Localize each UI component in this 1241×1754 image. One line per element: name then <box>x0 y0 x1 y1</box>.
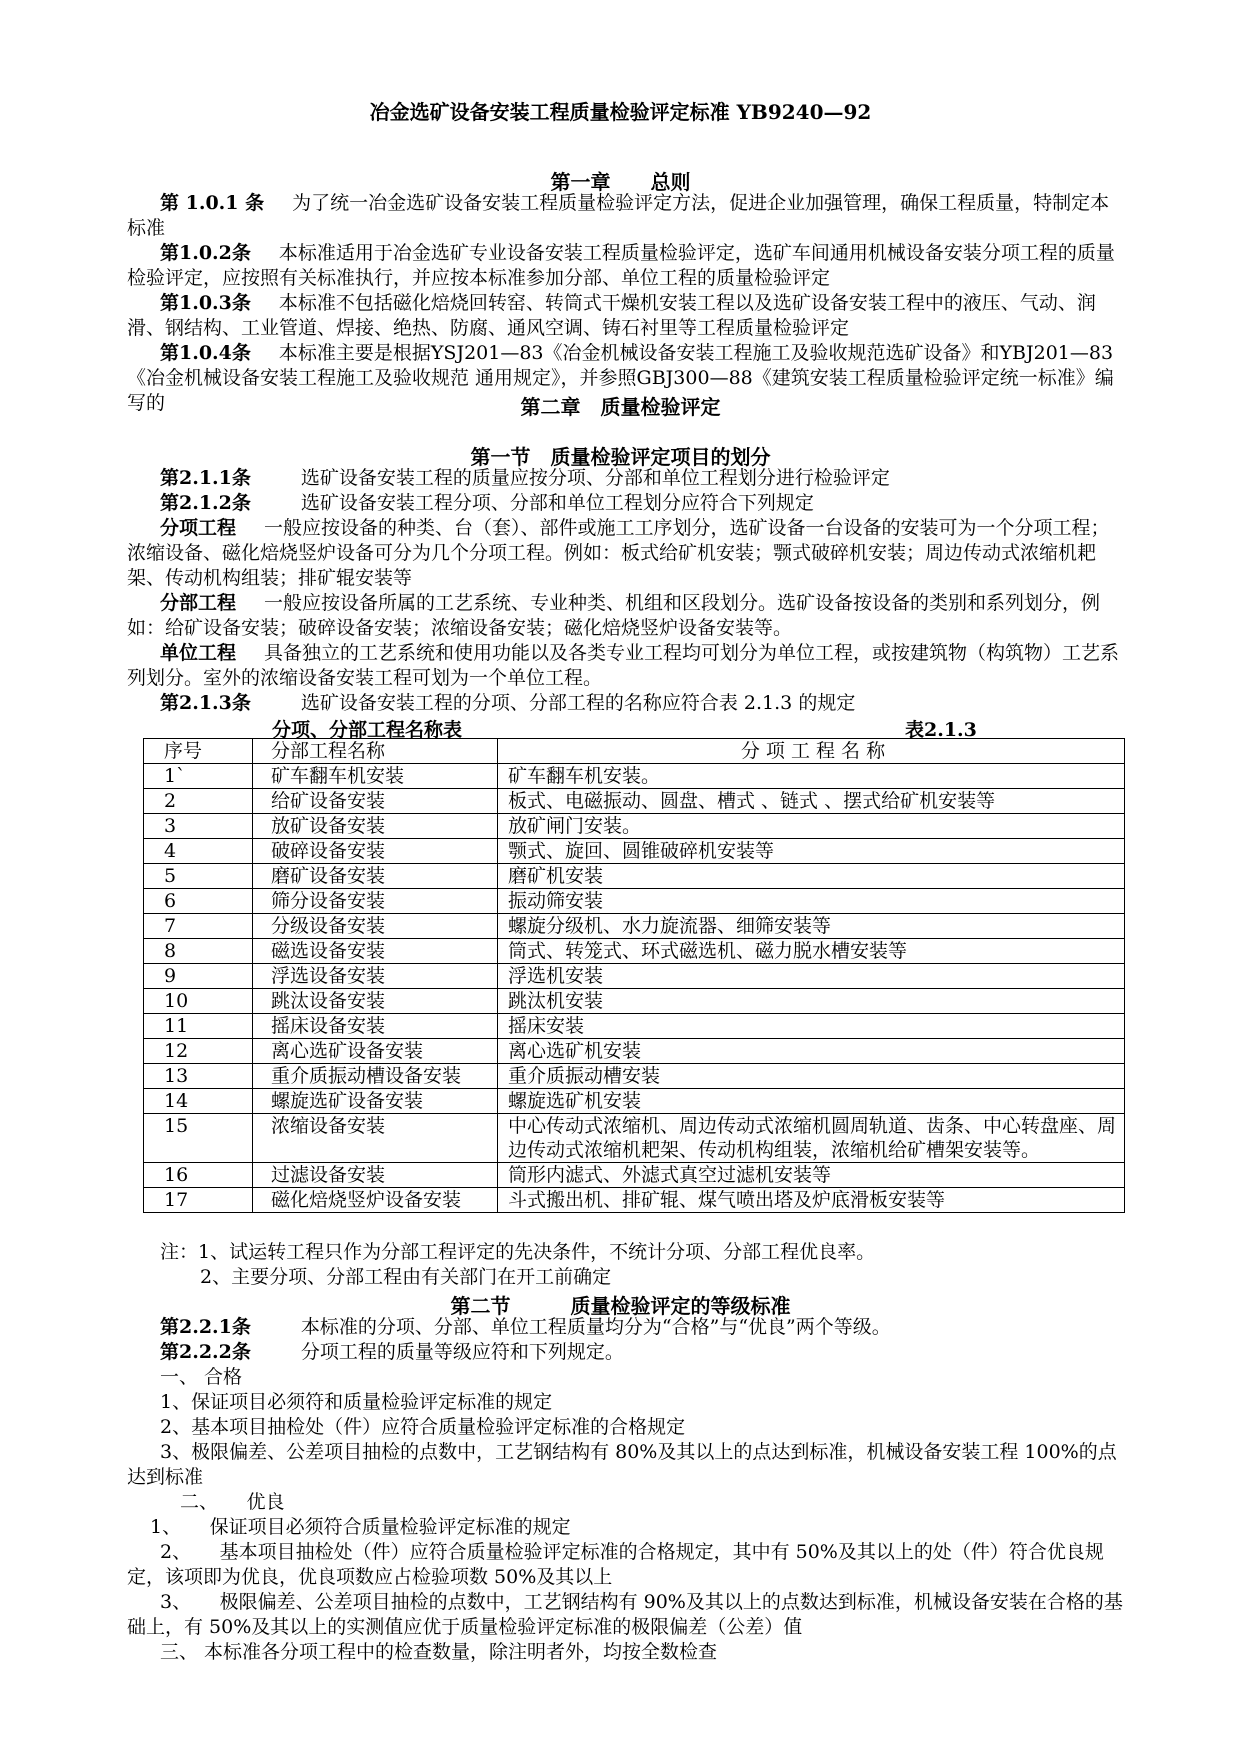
clause-text: 本标准不包括磁化焙烧回转窑、转筒式干燥机安装工程以及选矿设备安装工程中的液压、气动、润滑、钢结构、工业管道、焊接、绝热、防腐、通风空调、铸石衬里等工程质量检验评定 <box>127 292 1096 339</box>
row-number: 3 <box>144 814 253 839</box>
clause-1-0-1 <box>127 191 1127 241</box>
grade-youliang-heading: 二、 优良 <box>180 1491 285 1513</box>
table-row <box>144 789 1125 814</box>
grade-youliang-2: 2、 基本项目抽检处（件）应符合质量检验评定标准的合格规定，其中有 50%及其以上的处（件）符合优良规定，该项即为优良，优良项数应占检验项数 50%及其以上 <box>127 1541 1104 1588</box>
chapter-2-heading: 第二章 质量检验评定 <box>520 395 721 419</box>
division-name: 筛分设备安装 <box>253 889 498 914</box>
row-number: 17 <box>144 1188 253 1213</box>
term-text: 具备独立的工艺系统和使用功能以及各类专业工程均可划分为单位工程，或按建筑物（构筑物）工艺系列划分。室外的浓缩设备安装工程可划为一个单位工程。 <box>127 642 1120 689</box>
subitem-name: 放矿闸门安装。 <box>498 814 1125 839</box>
section-1-heading: 第一节 质量检验评定项目的划分 <box>470 445 771 469</box>
table-caption: 分项、分部工程名称表 <box>272 719 463 741</box>
row-number: 7 <box>144 914 253 939</box>
row-number: 6 <box>144 889 253 914</box>
division-name: 过滤设备安装 <box>253 1163 498 1188</box>
table-note-2: 2、主要分项、分部工程由有关部门在开工前确定 <box>200 1266 612 1288</box>
division-name: 螺旋选矿设备安装 <box>253 1089 498 1114</box>
subitem-name: 斗式搬出机、排矿辊、煤气喷出塔及炉底滑板安装等 <box>498 1188 1125 1213</box>
term-text: 一般应按设备所属的工艺系统、专业种类、机组和区段划分。选矿设备按设备的类别和系列划分，例如：给矿设备安装；破碎设备安装；浓缩设备安装；磁化焙烧竖炉设备安装等。 <box>127 592 1101 639</box>
row-number: 5 <box>144 864 253 889</box>
clause-label: 第1.0.4条 <box>160 342 251 364</box>
row-number: 4 <box>144 839 253 864</box>
division-name: 摇床设备安装 <box>253 1014 498 1039</box>
table-row <box>144 814 1125 839</box>
subitem-name: 浮选机安装 <box>498 964 1125 989</box>
row-number: 15 <box>144 1114 253 1163</box>
grade-san: 三、 本标准各分项工程中的检查数量，除注明者外，均按全数检查 <box>160 1641 718 1663</box>
grade-hege-2: 2、基本项目抽检处（件）应符合质量检验评定标准的合格规定 <box>160 1416 686 1438</box>
term-label: 分项工程 <box>160 517 237 539</box>
subitem-name: 螺旋选矿机安装 <box>498 1089 1125 1114</box>
row-number: 13 <box>144 1064 253 1089</box>
subitem-name: 振动筛安装 <box>498 889 1125 914</box>
term-fenbu <box>127 591 1127 641</box>
subitem-name: 中心传动式浓缩机、周边传动式浓缩机圆周轨道、齿条、中心转盘座、周边传动式浓缩机耙架、传动机构组装，浓缩机给矿槽架安装等。 <box>498 1114 1125 1163</box>
chapter-1-heading: 第一章 总则 <box>550 170 691 194</box>
table-row <box>144 1089 1125 1114</box>
clause-label: 第1.0.2条 <box>160 242 251 264</box>
grade-hege-3: 3、极限偏差、公差项目抽检的点数中，工艺钢结构有 80%及其以上的点达到标准，机械设备安装工程 100%的点达到标准 <box>127 1441 1117 1488</box>
row-number: 1` <box>144 764 253 789</box>
division-name: 浓缩设备安装 <box>253 1114 498 1163</box>
division-name: 离心选矿设备安装 <box>253 1039 498 1064</box>
table-row <box>144 964 1125 989</box>
term-label: 单位工程 <box>160 642 237 664</box>
row-number: 10 <box>144 989 253 1014</box>
division-name: 跳汰设备安装 <box>253 989 498 1014</box>
clause-2-1-1 <box>127 466 1127 491</box>
division-name: 磨矿设备安装 <box>253 864 498 889</box>
clause-label: 第2.2.2条 <box>160 1341 251 1363</box>
subitem-name: 重介质振动槽安装 <box>498 1064 1125 1089</box>
table-row <box>144 1163 1125 1188</box>
subitem-name: 筒形内滤式、外滤式真空过滤机安装等 <box>498 1163 1125 1188</box>
subitem-name: 矿车翻车机安装。 <box>498 764 1125 789</box>
division-name: 破碎设备安装 <box>253 839 498 864</box>
table-row <box>144 864 1125 889</box>
table-row <box>144 989 1125 1014</box>
division-name: 给矿设备安装 <box>253 789 498 814</box>
division-name: 重介质振动槽设备安装 <box>253 1064 498 1089</box>
division-name: 浮选设备安装 <box>253 964 498 989</box>
row-number: 8 <box>144 939 253 964</box>
clause-text: 分项工程的质量等级应符和下列规定。 <box>300 1341 624 1363</box>
term-danwei <box>127 641 1127 691</box>
clause-2-2-1 <box>127 1315 1127 1340</box>
subitem-name: 跳汰机安装 <box>498 989 1125 1014</box>
clause-text: 本标准适用于冶金选矿专业设备安装工程质量检验评定，选矿车间通用机械设备安装分项工程的质量检验评定，应按照有关标准执行，并应按本标准参加分部、单位工程的质量检验评定 <box>127 242 1115 289</box>
table-row <box>144 939 1125 964</box>
division-name: 磁选设备安装 <box>253 939 498 964</box>
clause-label: 第2.2.1条 <box>160 1316 251 1338</box>
clause-text: 选矿设备安装工程分项、分部和单位工程划分应符合下列规定 <box>300 492 814 514</box>
clause-label: 第1.0.3条 <box>160 292 251 314</box>
clause-1-0-3 <box>127 291 1127 341</box>
table-header-row <box>144 739 1125 764</box>
division-name: 放矿设备安装 <box>253 814 498 839</box>
division-name: 矿车翻车机安装 <box>253 764 498 789</box>
clause-text: 选矿设备安装工程的分项、分部工程的名称应符合表 2.1.3 的规定 <box>300 692 856 714</box>
term-fenxiang <box>127 516 1127 591</box>
subitem-name: 颚式、旋回、圆锥破碎机安装等 <box>498 839 1125 864</box>
clause-text: 本标准的分项、分部、单位工程质量均分为“合格”与“优良”两个等级。 <box>300 1316 891 1338</box>
row-number: 14 <box>144 1089 253 1114</box>
subitem-name: 离心选矿机安装 <box>498 1039 1125 1064</box>
header-cell: 序号 <box>144 739 253 764</box>
subitem-name: 板式、电磁振动、圆盘、槽式 、链式 、摆式给矿机安装等 <box>498 789 1125 814</box>
table-row <box>144 1114 1125 1163</box>
table-row <box>144 914 1125 939</box>
subitem-name: 摇床安装 <box>498 1014 1125 1039</box>
clause-label: 第2.1.1条 <box>160 467 251 489</box>
row-number: 12 <box>144 1039 253 1064</box>
division-name: 磁化焙烧竖炉设备安装 <box>253 1188 498 1213</box>
table-note-1: 注：1、试运转工程只作为分部工程评定的先决条件，不统计分项、分部工程优良率。 <box>160 1241 876 1263</box>
subitem-name: 螺旋分级机、水力旋流器、细筛安装等 <box>498 914 1125 939</box>
table-row <box>144 839 1125 864</box>
row-number: 2 <box>144 789 253 814</box>
table-row <box>144 1014 1125 1039</box>
table-number: 表2.1.3 <box>905 719 977 741</box>
clause-text: 本标准主要是根据YSJ201—83《冶金机械设备安装工程施工及验收规范选矿设备》和YBJ201—83《冶金机械设备安装工程施工及验收规范 通用规定》，并参照GBJ300—88《建筑安装工程质量检验评定统一标准》编写的 <box>127 342 1114 414</box>
grade-youliang-3: 3、 极限偏差、公差项目抽检的点数中，工艺钢结构有 90%及其以上的点数达到标准，机械设备安装在合格的基础上，有 50%及其以上的实测值应优于质量检验评定标准的极限偏差（公差）值 <box>127 1591 1123 1638</box>
subitem-name: 筒式、转笼式、环式磁选机、磁力脱水槽安装等 <box>498 939 1125 964</box>
row-number: 9 <box>144 964 253 989</box>
grade-youliang-1: 1、 保证项目必须符合质量检验评定标准的规定 <box>150 1516 571 1538</box>
document-title: 冶金选矿设备安装工程质量检验评定标准 YB9240—92 <box>369 100 872 124</box>
table-row <box>144 889 1125 914</box>
clause-label: 第 1.0.1 条 <box>160 192 265 214</box>
work-items-table <box>143 738 1125 1213</box>
row-number: 16 <box>144 1163 253 1188</box>
clause-label: 第2.1.3条 <box>160 692 251 714</box>
grade-hege-heading: 一、 合格 <box>160 1366 243 1388</box>
term-label: 分部工程 <box>160 592 237 614</box>
grade-hege-1: 1、保证项目必须符和质量检验评定标准的规定 <box>160 1391 553 1413</box>
row-number: 11 <box>144 1014 253 1039</box>
table-row <box>144 1064 1125 1089</box>
clause-text: 选矿设备安装工程的质量应按分项、分部和单位工程划分进行检验评定 <box>300 467 890 489</box>
section-2-heading: 第二节 质量检验评定的等级标准 <box>450 1294 791 1318</box>
clause-2-1-2 <box>127 491 1127 516</box>
division-name: 分级设备安装 <box>253 914 498 939</box>
header-cell: 分部工程名称 <box>253 739 498 764</box>
table-row <box>144 1188 1125 1213</box>
subitem-name: 磨矿机安装 <box>498 864 1125 889</box>
clause-2-1-3 <box>127 691 1127 716</box>
table-row <box>144 1039 1125 1064</box>
table-row <box>144 764 1125 789</box>
term-text: 一般应按设备的种类、台（套）、部件或施工工序划分，选矿设备一台设备的安装可为一个分项工程；浓缩设备、磁化焙烧竖炉设备可分为几个分项工程。例如：板式给矿机安装；颚式破碎机安装；周边传动式浓缩机耙架、传动机构组装；排矿辊安装等 <box>127 517 1110 589</box>
clause-label: 第2.1.2条 <box>160 492 251 514</box>
clause-text: 为了统一冶金选矿设备安装工程质量检验评定方法，促进企业加强管理，确保工程质量，特制定本标准 <box>127 192 1110 239</box>
clause-1-0-2 <box>127 241 1127 291</box>
header-cell: 分 项 工 程 名 称 <box>498 739 1125 764</box>
clause-2-2-2 <box>127 1340 1127 1365</box>
